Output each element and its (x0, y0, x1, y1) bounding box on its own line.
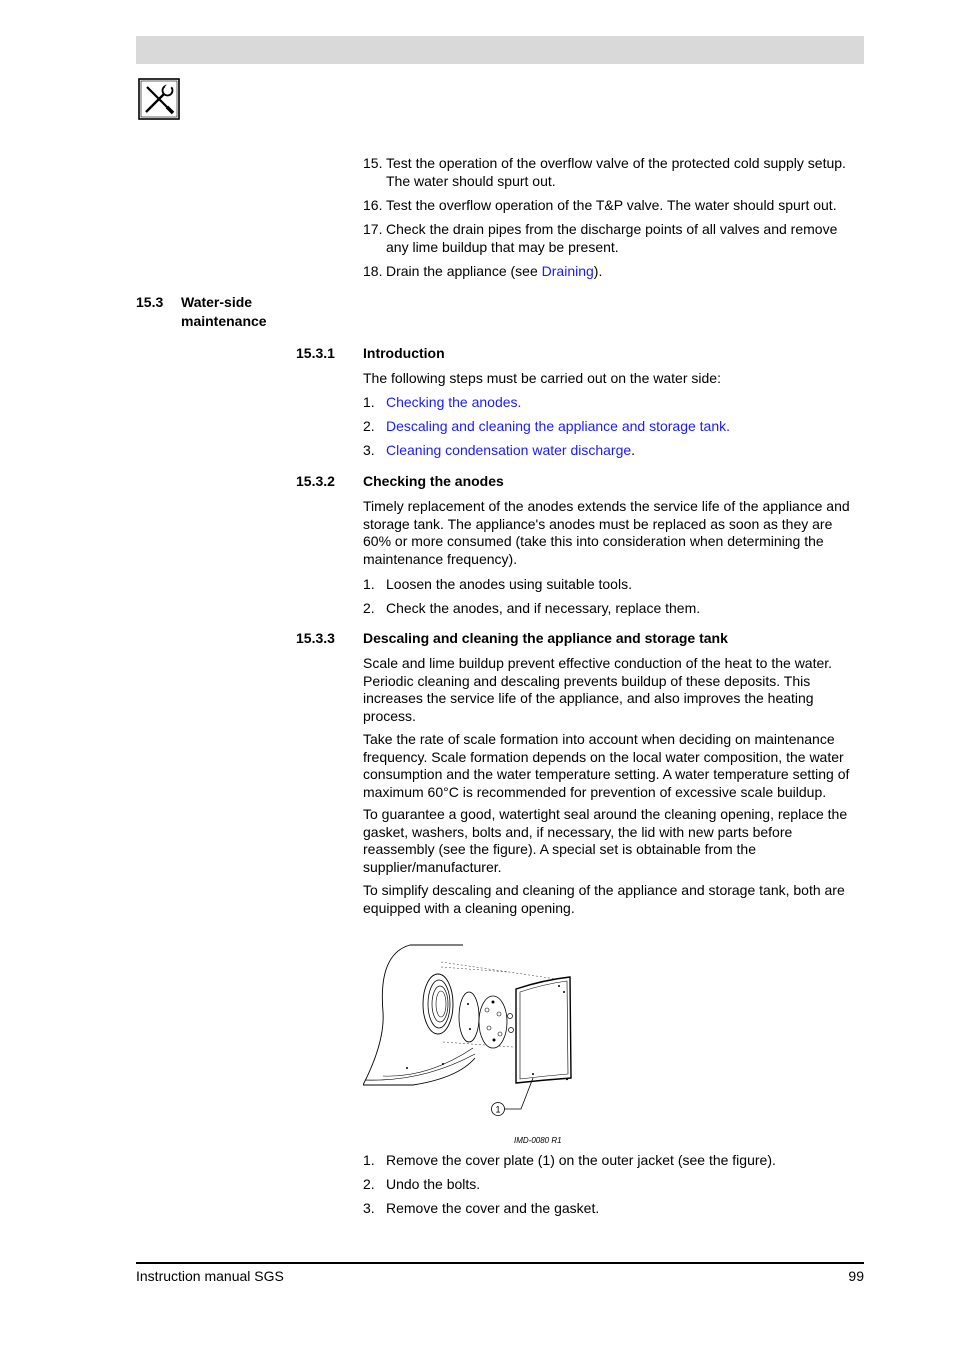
descaling-link[interactable]: Descaling and cleaning the appliance and storage tank. (386, 418, 731, 434)
cleaning-condensation-link[interactable]: Cleaning condensation water discharge (386, 442, 632, 458)
list-item: 15. Test the operation of the overflow valve of the protected cold supply setup. The water should spurt out. (363, 155, 846, 189)
subsection-number: 15.3.1 (296, 345, 335, 361)
list-item: 3. Cleaning condensation water discharge. (363, 442, 636, 458)
tools-icon (138, 78, 180, 120)
list-item: 16. Test the overflow operation of the T&P valve. The water should spurt out. (363, 197, 837, 213)
section-title: Water-side maintenance (181, 294, 267, 329)
subsection-title: Descaling and cleaning the appliance and storage tank (363, 630, 728, 646)
subsection-number: 15.3.2 (296, 473, 335, 489)
subsection-number: 15.3.3 (296, 630, 335, 646)
list-item: 2. Check the anodes, and if necessary, replace them. (363, 600, 701, 616)
descaling-steps (363, 1151, 863, 1223)
draining-link[interactable]: Draining (541, 263, 594, 279)
list-item: 2. Undo the bolts. (363, 1176, 481, 1192)
figure-callout-label: 1 (495, 1104, 501, 1115)
footer-rule (136, 1262, 864, 1264)
section-number: 15.3 (136, 294, 164, 310)
anodes-text: Timely replacement of the anodes extends the service life of the appliance and storage tank. The appliance's anodes must be replaced as soon as they are 60% or more consumed (take this into consideration when determining the maintenance frequency). (363, 498, 850, 567)
list-item: 1. Remove the cover plate (1) on the outer jacket (see the figure). (363, 1152, 776, 1168)
cleaning-opening-figure (363, 942, 578, 1122)
list-item: 2. Descaling and cleaning the appliance and storage tank. (363, 418, 731, 434)
descaling-paragraph-1: Scale and lime buildup prevent effective conduction of the heat to the water. Periodic cleaning and descaling prevents buildup of these deposits. This increases the service life of the appliance, and also improves the heating process. (363, 655, 833, 724)
top-steps-list (363, 154, 863, 286)
page-number: 99 (848, 1268, 864, 1284)
descaling-paragraph-4: To simplify descaling and cleaning of the appliance and storage tank, both are equipped with a cleaning opening. (363, 882, 845, 916)
descaling-paragraph-3: To guarantee a good, watertight seal around the cleaning opening, replace the gasket, washers, bolts and, if necessary, the lid with new parts before reassembly (see the figure). A special set is obtainable from the supplier/manufacturer. (363, 806, 848, 875)
subsection-title: Introduction (363, 345, 445, 361)
header-bar (136, 36, 864, 64)
figure-caption: IMD-0080 R1 (514, 1136, 562, 1145)
intro-list (363, 393, 863, 465)
anodes-steps (363, 575, 863, 623)
list-item: 1. Checking the anodes. (363, 394, 522, 410)
list-item: 17. Check the drain pipes from the discharge points of all valves and remove any lime buildup that may be present. (363, 221, 838, 255)
checking-anodes-link[interactable]: Checking the anodes. (386, 394, 522, 410)
list-item: 1. Loosen the anodes using suitable tools. (363, 576, 632, 592)
list-item: 18. Drain the appliance (see Draining). (363, 263, 603, 279)
list-item: 3. Remove the cover and the gasket. (363, 1200, 600, 1216)
descaling-paragraph-2: Take the rate of scale formation into account when deciding on maintenance frequency. Scale formation depends on the local water composition, the water consumption and the water temperature setting. A water temperature setting of maximum 60°C is recommended for prevention of excessive scale buildup. (363, 731, 850, 800)
footer-title: Instruction manual SGS (136, 1268, 284, 1284)
intro-text: The following steps must be carried out on the water side: (363, 370, 721, 386)
subsection-title: Checking the anodes (363, 473, 504, 489)
